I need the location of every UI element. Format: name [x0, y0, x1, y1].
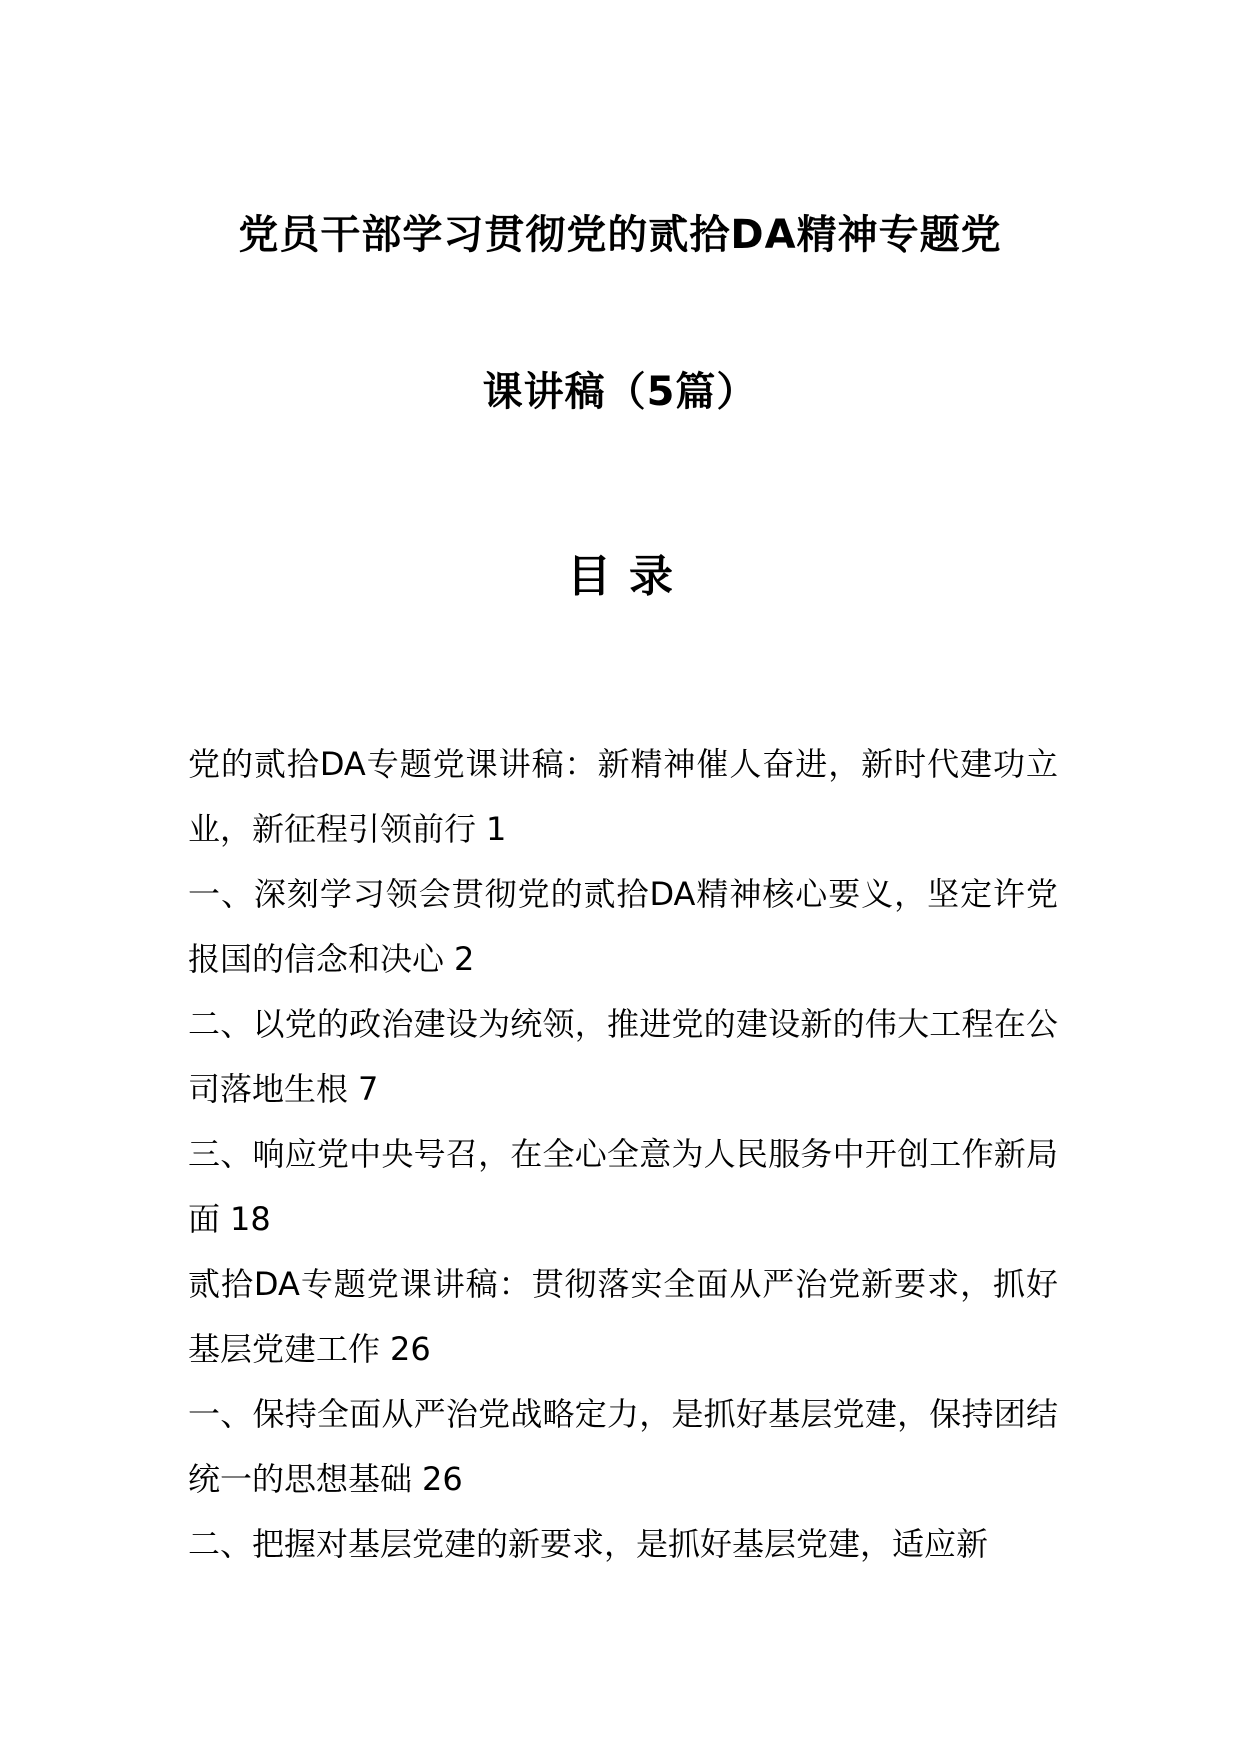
document-title-line-1: 党员干部学习贯彻党的贰拾DA精神专题党 [238, 212, 1002, 258]
toc-entry[interactable] [188, 1252, 1058, 1382]
toc-entry-page: 7 [358, 1070, 379, 1108]
toc-heading: 目录 [567, 551, 691, 602]
toc-entry-text: 三、响应党中央号召，在全心全意为人民服务中开创工作新局面 [188, 1135, 1058, 1238]
toc-entry-text: 二、把握对基层党建的新要求，是抓好基层党建，适应新 [188, 1525, 989, 1563]
toc-entry-page: 26 [390, 1330, 431, 1368]
table-of-contents [188, 732, 1058, 1577]
toc-entry-text: 党的贰拾DA专题党课讲稿：新精神催人奋进，新时代建功立业，新征程引领前行 [188, 745, 1058, 848]
toc-entry[interactable] [188, 992, 1058, 1122]
toc-entry-page: 18 [230, 1200, 271, 1238]
toc-entry-text: 一、保持全面从严治党战略定力，是抓好基层党建，保持团结统一的思想基础 [188, 1395, 1058, 1498]
document-title-line-2: 课讲稿（5篇） [482, 369, 758, 415]
toc-entry-page: 26 [422, 1460, 463, 1498]
toc-entry-text: 二、以党的政治建设为统领，推进党的建设新的伟大工程在公司落地生根 [188, 1005, 1058, 1108]
toc-entry[interactable] [188, 1122, 1058, 1252]
toc-entry[interactable] [188, 862, 1058, 992]
toc-entry[interactable] [188, 732, 1058, 862]
toc-entry[interactable] [188, 1382, 1058, 1512]
toc-entry-text: 贰拾DA专题党课讲稿：贯彻落实全面从严治党新要求，抓好基层党建工作 [188, 1265, 1058, 1368]
toc-entry[interactable] [188, 1512, 1058, 1577]
toc-entry-page: 1 [486, 810, 507, 848]
toc-entry-text: 一、深刻学习领会贯彻党的贰拾DA精神核心要义，坚定许党报国的信念和决心 [188, 875, 1058, 978]
toc-entry-page: 2 [454, 940, 475, 978]
